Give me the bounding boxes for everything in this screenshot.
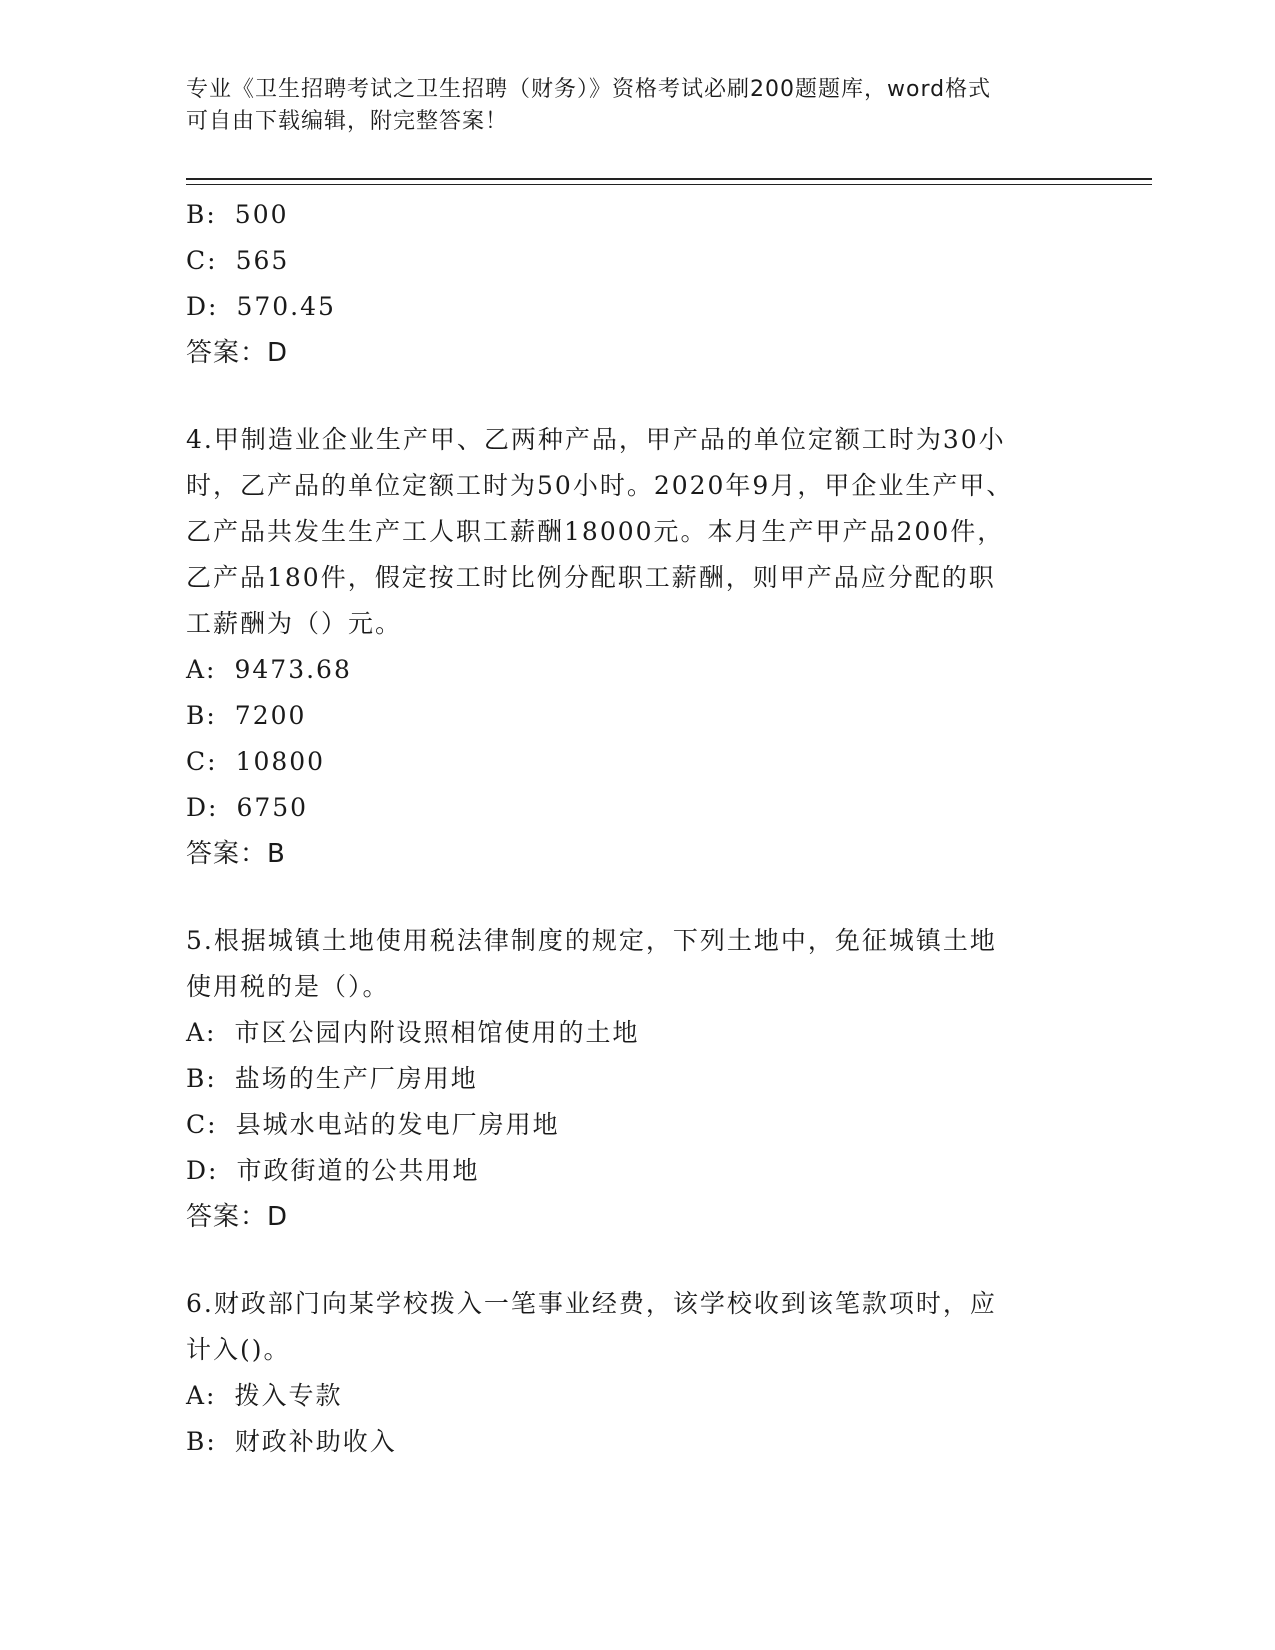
question-stem — [186, 1281, 1066, 1373]
option-text: 10800 — [235, 747, 326, 776]
question-stem — [186, 417, 1066, 647]
stem-line: 6.财政部门向某学校拨入一笔事业经费，该学校收到该笔款项时，应 — [186, 1289, 997, 1318]
stem-line: 时，乙产品的单位定额工时为50小时。2020年9月，甲企业生产甲、 — [186, 471, 1014, 500]
option-key: A: — [186, 1381, 217, 1410]
header-rule-thin — [186, 184, 1152, 185]
option-text: 6750 — [236, 793, 309, 822]
stem-line: 乙产品180件，假定按工时比例分配职工薪酬，则甲产品应分配的职 — [186, 563, 996, 592]
option-b — [186, 693, 1066, 739]
option-a — [186, 1010, 1066, 1056]
option-key: C: — [186, 1110, 218, 1139]
option-c — [186, 1102, 1066, 1148]
option-key: B: — [186, 1427, 217, 1456]
option-key: C: — [186, 747, 218, 776]
option-key: B: — [186, 200, 217, 229]
option-key: D: — [186, 292, 219, 321]
option-key: D: — [186, 1156, 219, 1185]
option-d — [186, 1148, 1066, 1194]
option-a — [186, 647, 1066, 693]
option-text: 盐场的生产厂房用地 — [234, 1064, 478, 1093]
option-d — [186, 284, 1066, 330]
stem-line: 工薪酬为（）元。 — [186, 609, 403, 638]
option-key: C: — [186, 246, 218, 275]
answer-line: 答案：D — [186, 338, 289, 368]
header-line-1: 专业《卫生招聘考试之卫生招聘（财务）》资格考试必刷200题题库，word格式 — [186, 77, 992, 102]
option-key: B: — [186, 1064, 217, 1093]
stem-line: 计入()。 — [186, 1335, 291, 1364]
stem-line: 4.甲制造业企业生产甲、乙两种产品，甲产品的单位定额工时为30小 — [186, 425, 1006, 454]
option-text: 市区公园内附设照相馆使用的土地 — [234, 1018, 640, 1047]
answer-line: 答案：B — [186, 839, 286, 869]
answer-line: 答案：D — [186, 1202, 289, 1232]
header-line-2: 可自由下载编辑，附完整答案！ — [186, 109, 509, 134]
stem-line: 5.根据城镇土地使用税法律制度的规定，下列土地中，免征城镇土地 — [186, 926, 997, 955]
option-text: 县城水电站的发电厂房用地 — [235, 1110, 560, 1139]
option-c — [186, 739, 1066, 785]
document-header — [186, 74, 1066, 138]
option-c — [186, 238, 1066, 284]
option-text: 财政补助收入 — [234, 1427, 397, 1456]
option-text: 市政街道的公共用地 — [236, 1156, 480, 1185]
question-5 — [186, 918, 1066, 1240]
header-rule-thick — [186, 178, 1152, 180]
option-key: B: — [186, 701, 217, 730]
option-b — [186, 1419, 1066, 1465]
option-text: 565 — [235, 246, 290, 275]
question-4 — [186, 417, 1066, 877]
option-text: 500 — [234, 200, 289, 229]
option-text: 拨入专款 — [234, 1381, 343, 1410]
option-text: 570.45 — [236, 292, 336, 321]
question-6 — [186, 1281, 1066, 1465]
option-key: A: — [186, 1018, 217, 1047]
option-b — [186, 1056, 1066, 1102]
option-d — [186, 785, 1066, 831]
option-key: A: — [186, 655, 217, 684]
document-body — [186, 192, 1066, 1465]
option-a — [186, 1373, 1066, 1419]
option-text: 9473.68 — [234, 655, 352, 684]
stem-line: 使用税的是（）。 — [186, 972, 390, 1001]
question-stem — [186, 918, 1066, 1010]
option-text: 7200 — [234, 701, 307, 730]
option-b — [186, 192, 1066, 238]
option-key: D: — [186, 793, 219, 822]
stem-line: 乙产品共发生生产工人职工薪酬18000元。本月生产甲产品200件， — [186, 517, 1005, 546]
question-3-continuation — [186, 192, 1066, 376]
